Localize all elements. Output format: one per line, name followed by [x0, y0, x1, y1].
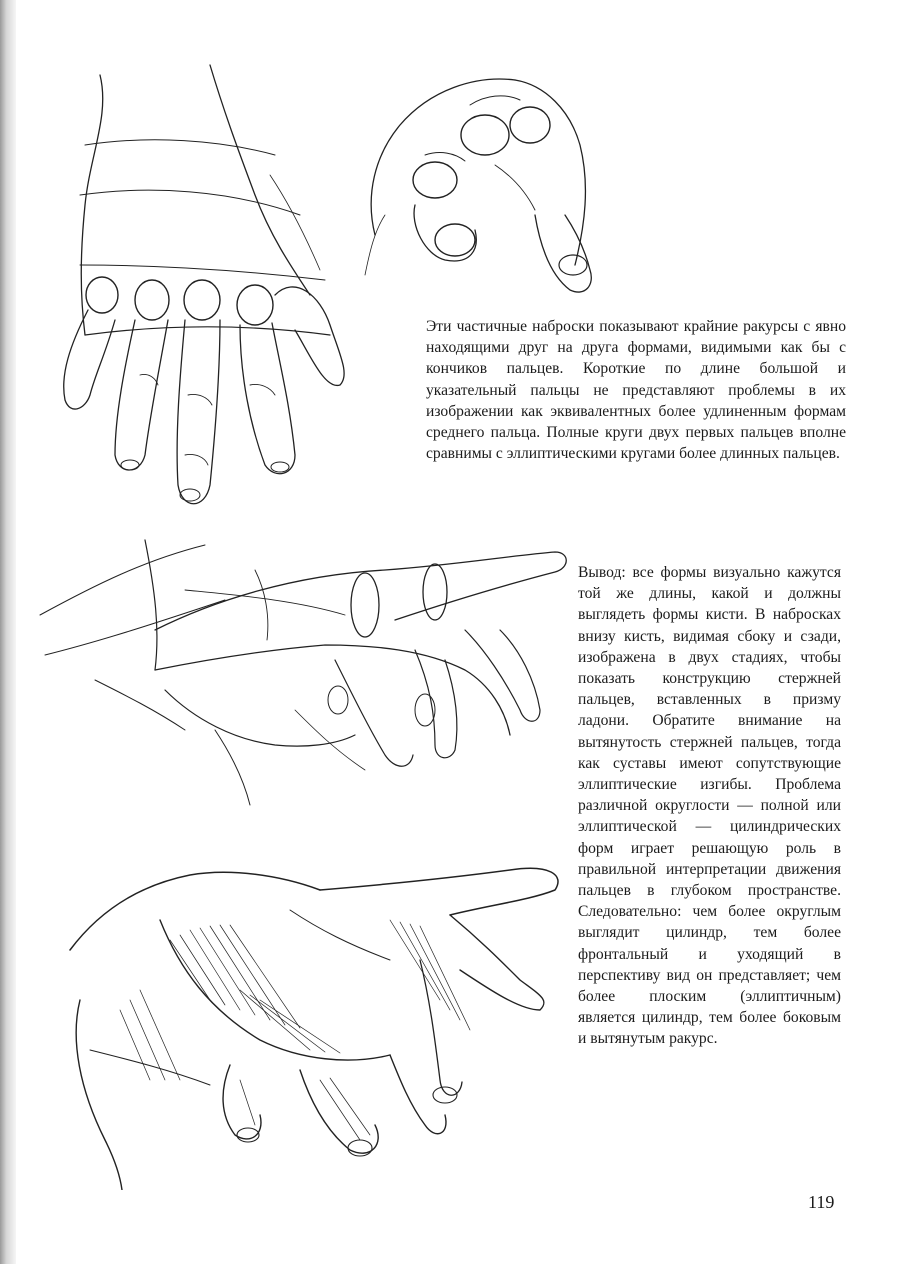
sketch-hand-frontal: [40, 55, 380, 525]
sketch-hand-curled: [345, 65, 615, 310]
page-binding-shadow: [0, 0, 16, 1264]
sketch-hand-side-construction: [35, 530, 575, 810]
sketch-hand-side-shaded: [60, 850, 570, 1190]
description-paragraph-1: Эти частичные наброски показывают крайние ракурсы с явно находящими друг на друга формами, видимыми как бы с кончиков пальцев. Короткие по длине большой и указательный пальцы не представляют проблемы в их изображении как эквивалентных более удлиненным формам среднего пальца. Полные круги двух первых пальцев вполне сравнимы с эллиптическими кругами более длинных пальцев.: [426, 318, 846, 463]
page-number: 119: [808, 1192, 835, 1212]
description-paragraph-2: Вывод: все формы визуально кажутся той же длины, какой и должны выглядеть формы кисти. В набросках внизу кисть, видимая сбоку и сзади, изображена в двух стадиях, чтобы показать конструкцию стержней пальцев, вставленных в призму ладони. Обратите внимание на вытянутость стержней пальцев, тогда как суставы имеют сопутствующие эллиптические изгибы. Проблема различной округлости — полной или эллиптической — цилиндрических форм играет решающую роль в правильной интерпретации движения пальцев в глубоком пространстве. Следовательно: чем более округлым выглядит цилиндр, тем более фронтальный и уходящий в перспективу вид он представляет; чем более плоским (эллиптичным) является цилиндр, тем более боковым и вытянутым ракурс.: [578, 564, 841, 1048]
